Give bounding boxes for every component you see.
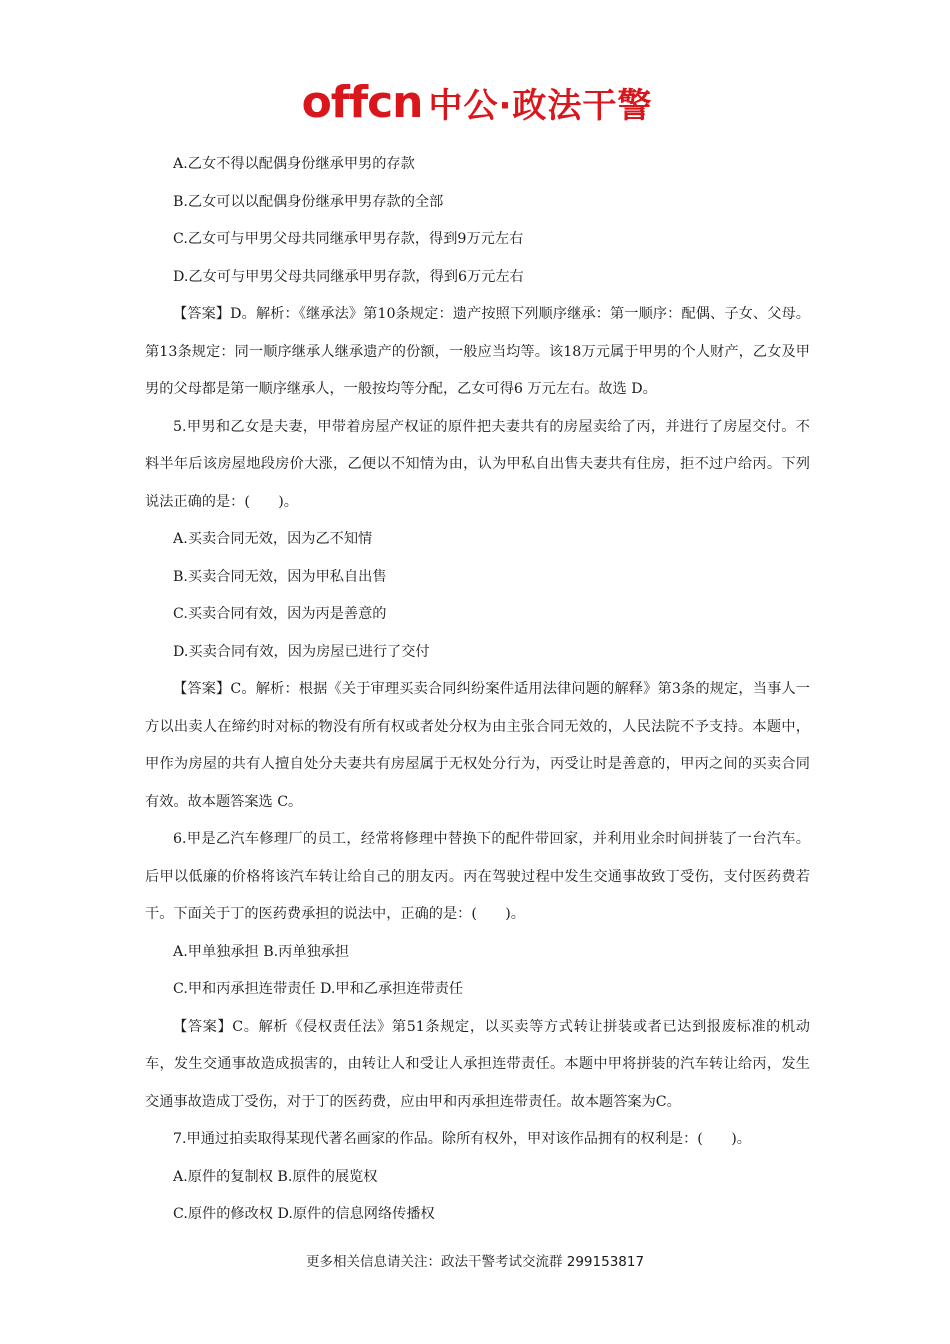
option-line: C.甲和丙承担连带责任 D.甲和乙承担连带责任: [173, 981, 464, 997]
option-line: C.原件的修改权 D.原件的信息网络传播权: [173, 1206, 435, 1222]
logo-mark: offcn: [301, 76, 423, 128]
option-line: A.原件的复制权 B.原件的展览权: [173, 1168, 378, 1185]
option-line: B.乙女可以以配偶身份继承甲男存款的全部: [173, 193, 444, 210]
answer-paragraph: 【答案】D。解析：《继承法》第10条规定：遗产按照下列顺序继承：第一顺序：配偶、子女、父母。第13条规定：同一顺序继承人继承遗产的份额，一般应当均等。该18万元属于甲男的个人财产，乙女及甲男的父母都是第一顺序继承人，一般按均等分配，乙女可得6 万元左右。故选 D。: [145, 306, 810, 397]
question-paragraph: 5.甲男和乙女是夫妻，甲带着房屋产权证的原件把夫妻共有的房屋卖给了丙，并进行了房屋交付。不料半年后该房屋地段房价大涨，乙便以不知情为由，认为甲私自出售夫妻共有住房，拒不过户给丙。下列说法正确的是：( )。: [145, 418, 810, 510]
answer-paragraph: 【答案】C。解析《侵权责任法》第51条规定，以买卖等方式转让拼装或者已达到报废标准的机动车，发生交通事故造成损害的，由转让人和受让人承担连带责任。本题中甲将拼装的汽车转让给丙，发生交通事故造成丁受伤，对于丁的医药费，应由甲和丙承担连带责任。故本题答案为C。: [145, 1018, 810, 1110]
option-line: C.乙女可与甲男父母共同继承甲男存款，得到9万元左右: [173, 231, 524, 247]
document-body: [145, 146, 810, 1234]
option-line: A.买卖合同无效，因为乙不知情: [173, 531, 373, 547]
option-line: A.乙女不得以配偶身份继承甲男的存款: [173, 156, 415, 172]
question-paragraph: 6.甲是乙汽车修理厂的员工，经常将修理中替换下的配件带回家，并利用业余时间拼装了一台汽车。后甲以低廉的价格将该汽车转让给自己的朋友丙。丙在驾驶过程中发生交通事故致丁受伤，支付医药费若干。下面关于丁的医药费承担的说法中，正确的是：( )。: [145, 831, 810, 922]
page-footer: 更多相关信息请关注：政法干警考试交流群 299153817: [305, 1254, 645, 1270]
logo-text: 中公·政法干警: [428, 85, 653, 126]
answer-paragraph: 【答案】C。解析：根据《关于审理买卖合同纠纷案件适用法律问题的解释》第3条的规定，当事人一方以出卖人在缔约时对标的物没有所有权或者处分权为由主张合同无效的，人民法院不予支持。本题中，甲作为房屋的共有人擅自处分夫妻共有房屋属于无权处分行为，丙受让时是善意的，甲丙之间的买卖合同有效。故本题答案选 C。: [145, 681, 810, 810]
option-line: B.买卖合同无效，因为甲私自出售: [173, 568, 387, 585]
question-line: 7.甲通过拍卖取得某现代著名画家的作品。除所有权外，甲对该作品拥有的权利是：( )。: [173, 1131, 751, 1147]
option-line: A.甲单独承担 B.丙单独承担: [173, 943, 350, 960]
option-line: D.乙女可与甲男父母共同继承甲男存款，得到6万元左右: [173, 268, 524, 285]
option-line: C.买卖合同有效，因为丙是善意的: [173, 606, 387, 622]
offcn-logo: [297, 67, 657, 137]
option-line: D.买卖合同有效，因为房屋已进行了交付: [173, 643, 430, 660]
